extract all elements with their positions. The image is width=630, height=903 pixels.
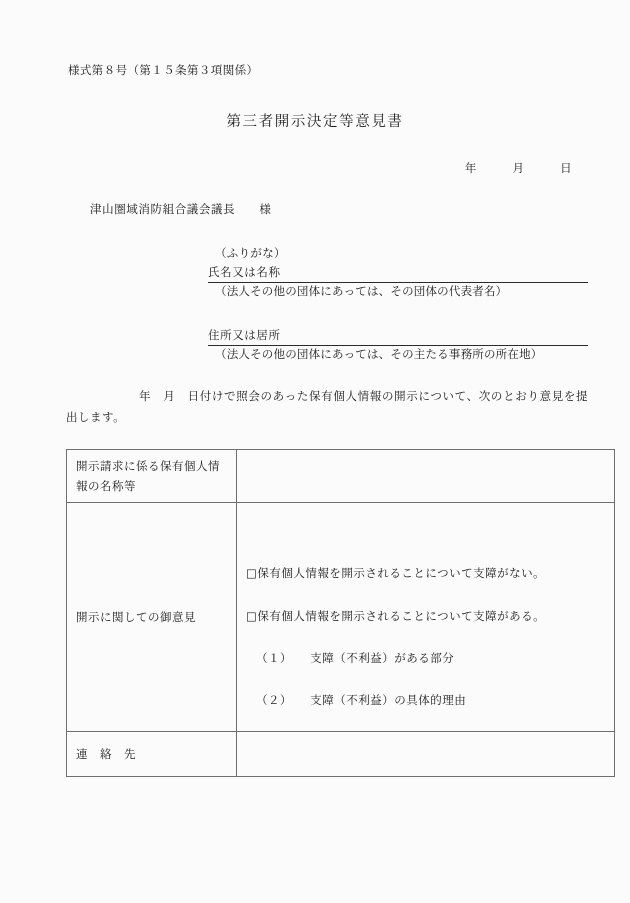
address-field-note: （法人その他の団体にあっては、その主たる事務所の所在地）: [215, 347, 543, 361]
name-field-note: （法人その他の団体にあっては、その団体の代表者名）: [215, 284, 508, 298]
row-label-contact: 連 絡 先: [67, 732, 237, 777]
form-number: 様式第８号（第１５条第３項関係）: [68, 63, 259, 77]
row-label-opinion: 開示に関しての御意見: [67, 503, 237, 732]
checkbox-option-no-objection[interactable]: □保有個人情報を開示されることについて支障がない。: [246, 566, 546, 581]
row-value-contact[interactable]: [237, 732, 615, 777]
furigana-label: （ふりがな）: [215, 246, 286, 260]
opinion-options: [246, 509, 606, 710]
table-row: [67, 503, 615, 732]
row-value-information-name[interactable]: [237, 450, 615, 503]
address-field[interactable]: [208, 327, 588, 346]
opinion-form-table: [66, 449, 615, 777]
page-title: 第三者開示決定等意見書: [226, 114, 404, 130]
sub-item-specific-reason: （２） 支障（不利益）の具体的理由: [256, 693, 467, 708]
table-row: [67, 450, 615, 503]
name-field[interactable]: [208, 264, 588, 283]
body-paragraph: [66, 386, 588, 429]
body-text: 年 月 日付けで照会のあった保有個人情報の開示について、次のとおり意見を提出します。: [66, 389, 589, 425]
body-indent: [66, 389, 139, 403]
sub-item-affected-part: （１） 支障（不利益）がある部分: [256, 651, 455, 666]
checkbox-option-has-objection[interactable]: □保有個人情報を開示されることについて支障がある。: [246, 608, 546, 623]
name-field-label: 氏名又は名称: [208, 265, 281, 279]
row-label-information-name: 開示請求に係る保有個人情報の名称等: [67, 450, 237, 503]
date-line: 年 月 日: [464, 161, 572, 175]
row-value-opinion[interactable]: [237, 503, 615, 732]
table-row: [67, 732, 615, 777]
addressee-line: 津山圏域消防組合議会議長 様: [90, 202, 272, 216]
address-field-label: 住所又は居所: [208, 328, 281, 342]
